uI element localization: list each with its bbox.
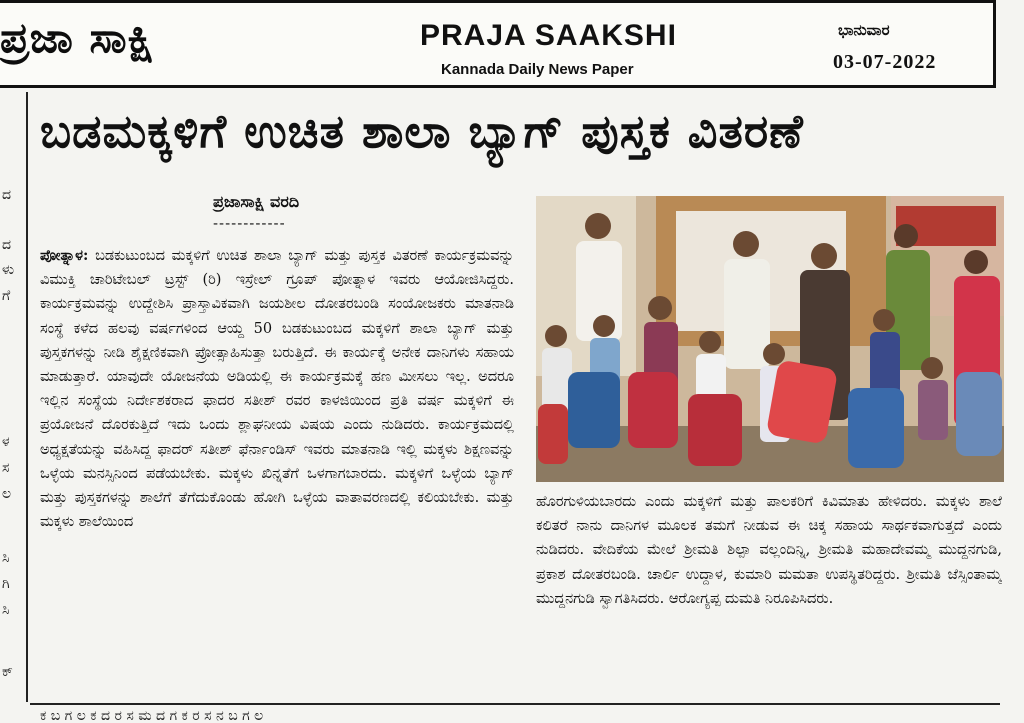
strip-char: ಸಿ [2, 550, 10, 566]
masthead [0, 0, 996, 88]
strip-char: ಳು [2, 262, 15, 278]
masthead-title: PRAJA SAAKSHI [420, 19, 677, 52]
article-body-left-column [40, 244, 514, 699]
next-article-cutoff: ಕ ಬ ಗ ಲ ಕ ದ ರ ಸ ಮ ದ ಗ ಕ ರ ಸ ನ ಬ ಗ ಲ [40, 708, 264, 723]
strip-char: ಕ್ [2, 664, 13, 680]
masthead-logo: ಪ್ರಜಾ ಸಾಕ್ಷಿ [0, 13, 155, 62]
adjacent-column-edge [0, 92, 28, 702]
article-byline: ಪ್ರಜಾಸಾಕ್ಷಿ ವರದಿ [213, 192, 300, 211]
strip-char: ಸಿ [2, 602, 10, 618]
article-photo [536, 196, 1004, 482]
group-photo-illustration [536, 196, 1004, 482]
article-body-right-column: ಹೊರಗುಳಿಯಬಾರದು ಎಂದು ಮಕ್ಕಳಿಗೆ ಮತ್ತು ಪಾಲಕರಿಗೆ ಕಿವಿಮಾತು ಹೇಳಿದರು. ಮಕ್ಕಳು ಶಾಲೆ ಕಲಿತರೆ ನಾನು ದಾನಿಗಳ ಮೂಲಕ ತಮಗೆ ನೀಡುವ ಈ ಚಿಕ್ಕ ಸಹಾಯ ಸಾರ್ಥಕವಾಗುತ್ತದೆ ಎಂದು ನುಡಿದರು. ವೇದಿಕೆಯ ಮೇಲೆ ಶ್ರೀಮತಿ ಶಿಲ್ಪಾ ವಲ್ಲಂದಿನ್ನಿ, ಶ್ರೀಮತಿ ಮಹಾದೇವಮ್ಮ ಮುದ್ದನಗುಡಿ, ಪ್ರಕಾಶ ದೋತರಬಂಡಿ. ಚಾರ್ಲಿ ಉದ್ದಾಳ, ಕುಮಾರಿ ಮಮತಾ ಉಪಸ್ಥಿತರಿದ್ದರು. ಶ್ರೀಮತಿ ಜೆಸ್ಸಿಂತಾಮ್ಮ ಮುದ್ದನಗುಡಿ ಸ್ವಾಗತಿಸಿದರು. ಆರೋಗ್ಯಪ್ಪ ದುಮತಿ ನಿರೂಪಿಸಿದರು. [536, 494, 1002, 607]
strip-char: ದ [2, 237, 12, 253]
strip-char: ಸ [2, 460, 10, 476]
article-body-left-text: ಬಡಕುಟುಂಬದ ಮಕ್ಕಳಿಗೆ ಉಚಿತ ಶಾಲಾ ಬ್ಯಾಗ್ ಮತ್ತು ಪುಸ್ತಕ ವಿತರಣೆ ಕಾರ್ಯಕ್ರಮವನ್ನು ವಿಮುಕ್ತಿ ಚಾರಿಟೇಬಲ್ ಟ್ರಸ್ಟ್ (ರಿ) ಇಸ್ರೇಲ್ ಗ್ರೂಪ್ ಪೋತ್ನಾಳ ಇವರು ಆಯೋಜಿಸಿದ್ದರು. ಕಾರ್ಯಕ್ರಮವನ್ನು ಉದ್ದೇಶಿಸಿ ಪ್ರಾಸ್ತಾವಿಕವಾಗಿ ಜಯಶೀಲ ದೋತರಬಂಡಿ ಸಂಯೋಜಕರು ಮಾತನಾಡಿ ಸಂಸ್ಥೆ ಕಳೆದ ಹಲವು ವರ್ಷಗಳಿಂದ ಆಯ್ದ 50 ಬಡಕುಟುಂಬದ ಮಕ್ಕಳಿಗೆ ಶಾಲಾ ಬ್ಯಾಗ್ ಮತ್ತು ಪುಸ್ತಕಗಳನ್ನು ನೀಡಿ ಶೈಕ್ಷಣಿಕವಾಗಿ ಪ್ರೋತ್ಸಾಹಿಸುತ್ತಾ ಬರುತ್ತಿದೆ. ಈ ಕಾರ್ಯಕ್ಕೆ ಅನೇಕ ದಾನಿಗಳು ಸಹಾಯ ಮಾಡುತ್ತಾರೆ. ಯಾವುದೇ ಯೋಜನೆಯ ಅಡಿಯಲ್ಲಿ ಈ ಕಾರ್ಯಕ್ರಮಕ್ಕೆ ಹಣ ಮೀಸಲು ಇಲ್ಲ. ಅದರೂ ಇಲ್ಲಿನ ಸಂಸ್ಥೆಯ ನಿರ್ದೇಶಕರಾದ ಫಾದರ ಸತೀಶ್ ರವರ ಕಾಳಜಿಯಿಂದ ಪ್ರತಿ ವರ್ಷ ಮಕ್ಕಳಿಗೆ ಈ ಪ್ರಯೋಜನೆ ದೊರಕುತ್ತಿದೆ ಇದು ಒಂದು ಶ್ಲಾಘನೀಯ ವಿಷಯ ಎಂದು ನುಡಿದರು. ಕಾರ್ಯಕ್ರಮದಲ್ಲಿ ಅಧ್ಯಕ್ಷತೆಯನ್ನು ವಹಿಸಿದ್ದ ಫಾದರ್ ಸತೀಶ್ ಫೆರ್ನಾಂಡಿಸ್ ಇವರು ಮಾತನಾಡಿ ಇಲ್ಲಿ ಮಕ್ಕಳು ಶಿಕ್ಷಣವನ್ನು ಒಳ್ಳೆಯ ಮನಸ್ಸಿನಿಂದ ಪಡೆಯಬೇಕು. ಮಕ್ಕಳು ಖಿನ್ನತೆಗೆ ಒಳಗಾಗಬಾರದು. ಮಕ್ಕಳಿಗೆ ಒಳ್ಳೆಯ ಬ್ಯಾಗ್ ಮತ್ತು ಪುಸ್ತಕಗಳನ್ನು ಶಾಲೆಗೆ ತೆಗೆದುಕೊಂಡು ಹೋಗಿ ಒಳ್ಳೆಯ ವಾತಾವರಣದಲ್ಲಿ ಕಲಿಯಬೇಕು. ಮತ್ತು ಮಕ್ಕಳು ಶಾಲೆಯಿಂದ [40, 248, 514, 531]
issue-day: ಭಾನುವಾರ [838, 21, 890, 39]
article-headline: ಬಡಮಕ್ಕಳಿಗೆ ಉಚಿತ ಶಾಲಾ ಬ್ಯಾಗ್ ಪುಸ್ತಕ ವಿತರಣೆ [40, 104, 804, 158]
byline-underline: ------------ [213, 216, 286, 232]
strip-char: ಲ [2, 486, 12, 502]
article-dateline: ಪೋತ್ನಾಳ: [40, 247, 89, 264]
masthead-subtitle: Kannada Daily News Paper [441, 61, 634, 78]
strip-char: ಳ [2, 434, 10, 450]
strip-char: ಗಿ [2, 576, 10, 592]
strip-char: ಗೆ [2, 288, 11, 304]
page-bottom-rule [30, 703, 1000, 705]
issue-date: 03-07-2022 [833, 51, 937, 73]
strip-char: ದ [2, 187, 12, 203]
